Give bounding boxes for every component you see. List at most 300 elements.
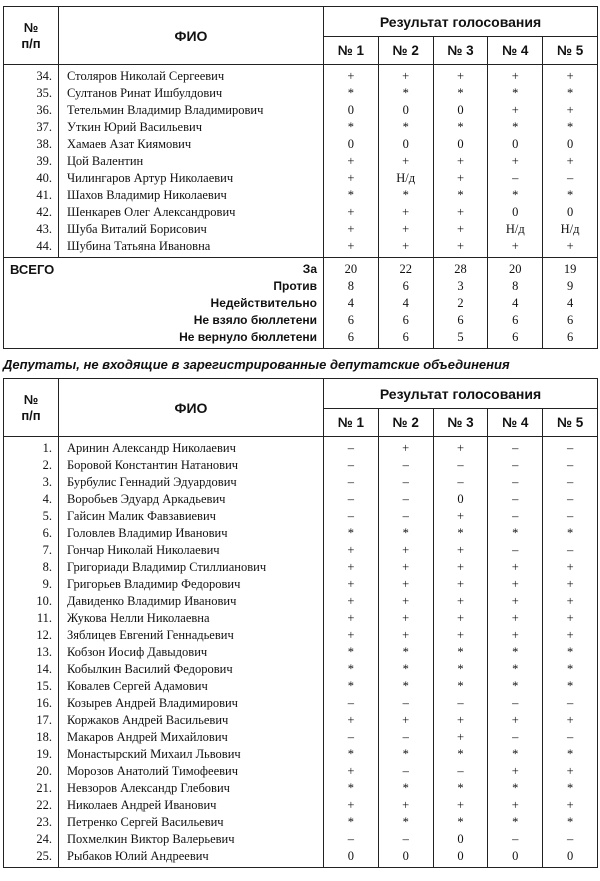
vote-cell-4: * bbox=[488, 678, 543, 695]
vote-cell-2: + bbox=[378, 610, 433, 627]
row-number: 36. bbox=[4, 102, 59, 119]
vote-cell-4: + bbox=[488, 610, 543, 627]
vote-cell-2: – bbox=[378, 729, 433, 746]
totals-row bbox=[4, 295, 598, 312]
vote-cell-3: + bbox=[433, 712, 488, 729]
vote-cell-3: + bbox=[433, 797, 488, 814]
header-name bbox=[59, 7, 324, 65]
vote-cell-5: + bbox=[543, 712, 598, 729]
row-number: 23. bbox=[4, 814, 59, 831]
vote-cell-1: + bbox=[324, 238, 379, 258]
row-number: 40. bbox=[4, 170, 59, 187]
vote-cell-5: – bbox=[543, 170, 598, 187]
deputy-name: Чилингаров Артур Николаевич bbox=[59, 170, 324, 187]
vote-cell-5: – bbox=[543, 474, 598, 491]
vote-cell-2: + bbox=[378, 627, 433, 644]
vote-cell-5: * bbox=[543, 187, 598, 204]
table-row bbox=[4, 797, 598, 814]
vote-cell-1: – bbox=[324, 508, 379, 525]
vote-cell-4: – bbox=[488, 437, 543, 458]
deputy-name: Кобзон Иосиф Давыдович bbox=[59, 644, 324, 661]
row-number: 38. bbox=[4, 136, 59, 153]
vote-cell-2: + bbox=[378, 712, 433, 729]
vote-cell-1: * bbox=[324, 814, 379, 831]
row-number: 10. bbox=[4, 593, 59, 610]
table-row bbox=[4, 153, 598, 170]
header-result-label: Результат голосования bbox=[379, 13, 542, 30]
vote-cell-4: + bbox=[488, 238, 543, 258]
header-vote-2: № 2 bbox=[378, 37, 433, 65]
header-vote-4: № 4 bbox=[488, 37, 543, 65]
totals-value-5: 4 bbox=[543, 295, 598, 312]
vote-cell-4: + bbox=[488, 102, 543, 119]
row-number: 44. bbox=[4, 238, 59, 258]
vote-cell-1: – bbox=[324, 695, 379, 712]
vote-cell-5: – bbox=[543, 831, 598, 848]
vote-cell-5: + bbox=[543, 763, 598, 780]
vote-cell-1: * bbox=[324, 661, 379, 678]
deputy-name: Султанов Ринат Ишбулдович bbox=[59, 85, 324, 102]
table-row bbox=[4, 508, 598, 525]
totals-spacer bbox=[4, 329, 59, 349]
vote-cell-3: + bbox=[433, 65, 488, 86]
vote-cell-5: – bbox=[543, 729, 598, 746]
vote-cell-1: + bbox=[324, 153, 379, 170]
row-number: 13. bbox=[4, 644, 59, 661]
table-row bbox=[4, 102, 598, 119]
vote-cell-4: * bbox=[488, 644, 543, 661]
vote-cell-2: * bbox=[378, 644, 433, 661]
vote-cell-2: – bbox=[378, 508, 433, 525]
vote-cell-4: * bbox=[488, 187, 543, 204]
deputy-name: Жукова Нелли Николаевна bbox=[59, 610, 324, 627]
row-number: 37. bbox=[4, 119, 59, 136]
table-row bbox=[4, 576, 598, 593]
vote-cell-1: – bbox=[324, 831, 379, 848]
header-num bbox=[4, 379, 59, 437]
vote-cell-3: + bbox=[433, 542, 488, 559]
vote-cell-3: + bbox=[433, 204, 488, 221]
vote-cell-2: + bbox=[378, 542, 433, 559]
row-number: 1. bbox=[4, 437, 59, 458]
vote-cell-1: + bbox=[324, 610, 379, 627]
vote-cell-1: – bbox=[324, 491, 379, 508]
vote-cell-3: 0 bbox=[433, 831, 488, 848]
table-row bbox=[4, 136, 598, 153]
table-row bbox=[4, 593, 598, 610]
vote-cell-3: * bbox=[433, 780, 488, 797]
totals-value-1: 6 bbox=[324, 329, 379, 349]
vote-cell-4: + bbox=[488, 627, 543, 644]
vote-cell-2: – bbox=[378, 831, 433, 848]
vote-cell-3: 0 bbox=[433, 848, 488, 868]
totals-row bbox=[4, 312, 598, 329]
vote-cell-1: * bbox=[324, 119, 379, 136]
vote-cell-2: * bbox=[378, 814, 433, 831]
totals-value-3: 3 bbox=[433, 278, 488, 295]
vote-cell-5: + bbox=[543, 238, 598, 258]
row-number: 42. bbox=[4, 204, 59, 221]
header-num-label: № п/п bbox=[21, 391, 41, 423]
table-row bbox=[4, 627, 598, 644]
vote-cell-1: – bbox=[324, 729, 379, 746]
vote-cell-2: – bbox=[378, 457, 433, 474]
vote-cell-2: Н/д bbox=[378, 170, 433, 187]
row-number: 7. bbox=[4, 542, 59, 559]
table-row bbox=[4, 695, 598, 712]
table-row bbox=[4, 85, 598, 102]
vote-cell-2: + bbox=[378, 797, 433, 814]
vote-cell-3: * bbox=[433, 661, 488, 678]
vote-cell-5: * bbox=[543, 814, 598, 831]
vote-cell-2: + bbox=[378, 221, 433, 238]
vote-cell-5: – bbox=[543, 695, 598, 712]
vote-cell-3: + bbox=[433, 559, 488, 576]
totals-label: За bbox=[59, 258, 324, 279]
vote-cell-1: – bbox=[324, 474, 379, 491]
header-vote-3: № 3 bbox=[433, 409, 488, 437]
vote-cell-2: – bbox=[378, 474, 433, 491]
table-row bbox=[4, 65, 598, 86]
vote-cell-4: 0 bbox=[488, 204, 543, 221]
header-num bbox=[4, 7, 59, 65]
totals-value-5: 9 bbox=[543, 278, 598, 295]
vote-cell-4: * bbox=[488, 780, 543, 797]
table-row bbox=[4, 525, 598, 542]
vote-cell-3: 0 bbox=[433, 102, 488, 119]
row-number: 22. bbox=[4, 797, 59, 814]
row-number: 43. bbox=[4, 221, 59, 238]
deputy-name: Ковалев Сергей Адамович bbox=[59, 678, 324, 695]
vote-cell-1: * bbox=[324, 644, 379, 661]
deputy-name: Воробьев Эдуард Аркадьевич bbox=[59, 491, 324, 508]
row-number: 5. bbox=[4, 508, 59, 525]
deputy-name: Уткин Юрий Васильевич bbox=[59, 119, 324, 136]
header-name-label: ФИО bbox=[174, 27, 208, 44]
table-row bbox=[4, 559, 598, 576]
vote-cell-4: 0 bbox=[488, 848, 543, 868]
deputy-name: Цой Валентин bbox=[59, 153, 324, 170]
row-number: 34. bbox=[4, 65, 59, 86]
vote-cell-4: * bbox=[488, 814, 543, 831]
vote-cell-3: * bbox=[433, 525, 488, 542]
vote-cell-4: Н/д bbox=[488, 221, 543, 238]
vote-cell-3: – bbox=[433, 474, 488, 491]
vote-cell-5: + bbox=[543, 65, 598, 86]
vote-cell-1: 0 bbox=[324, 136, 379, 153]
vote-cell-2: – bbox=[378, 491, 433, 508]
deputy-name: Зяблицев Евгений Геннадьевич bbox=[59, 627, 324, 644]
row-number: 16. bbox=[4, 695, 59, 712]
vote-cell-5: Н/д bbox=[543, 221, 598, 238]
vote-cell-1: + bbox=[324, 170, 379, 187]
totals-row bbox=[4, 329, 598, 349]
vote-cell-2: * bbox=[378, 678, 433, 695]
deputy-name: Хамаев Азат Киямович bbox=[59, 136, 324, 153]
vote-cell-1: + bbox=[324, 763, 379, 780]
table-row bbox=[4, 746, 598, 763]
vote-cell-1: * bbox=[324, 187, 379, 204]
vote-cell-4: + bbox=[488, 153, 543, 170]
vote-cell-2: * bbox=[378, 661, 433, 678]
table-row bbox=[4, 238, 598, 258]
vote-cell-5: * bbox=[543, 661, 598, 678]
vote-cell-3: * bbox=[433, 746, 488, 763]
vote-cell-1: + bbox=[324, 542, 379, 559]
vote-cell-2: + bbox=[378, 204, 433, 221]
deputy-name: Шубина Татьяна Ивановна bbox=[59, 238, 324, 258]
vote-cell-3: 0 bbox=[433, 136, 488, 153]
totals-value-3: 6 bbox=[433, 312, 488, 329]
vote-cell-4: * bbox=[488, 746, 543, 763]
vote-cell-3: + bbox=[433, 593, 488, 610]
deputy-name: Козырев Андрей Владимирович bbox=[59, 695, 324, 712]
vote-cell-2: * bbox=[378, 119, 433, 136]
vote-cell-1: + bbox=[324, 627, 379, 644]
vote-cell-5: – bbox=[543, 491, 598, 508]
vote-cell-3: + bbox=[433, 627, 488, 644]
vote-cell-2: * bbox=[378, 780, 433, 797]
vote-cell-5: * bbox=[543, 525, 598, 542]
vote-cell-3: + bbox=[433, 576, 488, 593]
vote-cell-1: * bbox=[324, 85, 379, 102]
voting-table-2 bbox=[3, 378, 598, 868]
vote-cell-2: * bbox=[378, 746, 433, 763]
totals-spacer bbox=[4, 312, 59, 329]
deputy-name: Головлев Владимир Иванович bbox=[59, 525, 324, 542]
vote-cell-1: – bbox=[324, 457, 379, 474]
vote-cell-5: + bbox=[543, 610, 598, 627]
vote-cell-4: – bbox=[488, 508, 543, 525]
deputy-name: Бурбулис Геннадий Эдуардович bbox=[59, 474, 324, 491]
totals-value-4: 6 bbox=[488, 312, 543, 329]
vote-cell-3: – bbox=[433, 695, 488, 712]
header-vote-5: № 5 bbox=[543, 37, 598, 65]
vote-cell-2: * bbox=[378, 85, 433, 102]
totals-row bbox=[4, 278, 598, 295]
header-result bbox=[324, 7, 598, 37]
vote-cell-5: * bbox=[543, 678, 598, 695]
table-row bbox=[4, 542, 598, 559]
row-number: 2. bbox=[4, 457, 59, 474]
vote-cell-2: + bbox=[378, 593, 433, 610]
vote-cell-5: * bbox=[543, 644, 598, 661]
deputy-name: Григорьев Владимир Федорович bbox=[59, 576, 324, 593]
vote-cell-2: 0 bbox=[378, 848, 433, 868]
vote-cell-1: * bbox=[324, 678, 379, 695]
table1-totals bbox=[4, 258, 598, 349]
header-result-label: Результат голосования bbox=[379, 385, 542, 402]
totals-label: Недействительно bbox=[59, 295, 324, 312]
totals-value-4: 8 bbox=[488, 278, 543, 295]
totals-title: ВСЕГО bbox=[4, 258, 59, 279]
header-vote-1: № 1 bbox=[324, 37, 379, 65]
vote-cell-5: * bbox=[543, 85, 598, 102]
table-row bbox=[4, 437, 598, 458]
deputy-name: Столяров Николай Сергеевич bbox=[59, 65, 324, 86]
vote-cell-1: – bbox=[324, 437, 379, 458]
totals-value-3: 5 bbox=[433, 329, 488, 349]
vote-cell-5: 0 bbox=[543, 136, 598, 153]
row-number: 25. bbox=[4, 848, 59, 868]
row-number: 39. bbox=[4, 153, 59, 170]
table-row bbox=[4, 491, 598, 508]
vote-cell-5: + bbox=[543, 153, 598, 170]
vote-cell-5: + bbox=[543, 627, 598, 644]
vote-cell-5: – bbox=[543, 542, 598, 559]
table-row bbox=[4, 712, 598, 729]
row-number: 21. bbox=[4, 780, 59, 797]
vote-cell-5: – bbox=[543, 457, 598, 474]
vote-cell-5: * bbox=[543, 746, 598, 763]
vote-cell-4: + bbox=[488, 763, 543, 780]
deputy-name: Аринин Александр Николаевич bbox=[59, 437, 324, 458]
deputy-name: Давиденко Владимир Иванович bbox=[59, 593, 324, 610]
row-number: 9. bbox=[4, 576, 59, 593]
table-row bbox=[4, 204, 598, 221]
totals-value-2: 6 bbox=[378, 278, 433, 295]
vote-cell-5: 0 bbox=[543, 848, 598, 868]
table-row bbox=[4, 678, 598, 695]
vote-cell-3: + bbox=[433, 437, 488, 458]
row-number: 15. bbox=[4, 678, 59, 695]
vote-cell-3: * bbox=[433, 678, 488, 695]
deputy-name: Гайсин Малик Фавзавиевич bbox=[59, 508, 324, 525]
table2-body bbox=[4, 437, 598, 868]
vote-cell-3: * bbox=[433, 644, 488, 661]
vote-cell-3: 0 bbox=[433, 491, 488, 508]
vote-cell-4: * bbox=[488, 85, 543, 102]
totals-value-5: 19 bbox=[543, 258, 598, 279]
vote-cell-5: + bbox=[543, 576, 598, 593]
vote-cell-3: – bbox=[433, 763, 488, 780]
deputy-name: Григориади Владимир Стиллианович bbox=[59, 559, 324, 576]
vote-cell-4: + bbox=[488, 712, 543, 729]
totals-value-1: 6 bbox=[324, 312, 379, 329]
totals-value-1: 20 bbox=[324, 258, 379, 279]
vote-cell-2: * bbox=[378, 525, 433, 542]
vote-cell-1: + bbox=[324, 559, 379, 576]
vote-cell-4: – bbox=[488, 170, 543, 187]
table-row bbox=[4, 763, 598, 780]
table-row bbox=[4, 221, 598, 238]
row-number: 6. bbox=[4, 525, 59, 542]
row-number: 24. bbox=[4, 831, 59, 848]
row-number: 17. bbox=[4, 712, 59, 729]
vote-cell-1: + bbox=[324, 65, 379, 86]
vote-cell-2: + bbox=[378, 238, 433, 258]
vote-cell-5: + bbox=[543, 797, 598, 814]
totals-value-4: 20 bbox=[488, 258, 543, 279]
totals-value-4: 4 bbox=[488, 295, 543, 312]
header-vote-3: № 3 bbox=[433, 37, 488, 65]
table-row bbox=[4, 729, 598, 746]
vote-cell-4: – bbox=[488, 542, 543, 559]
vote-cell-2: – bbox=[378, 763, 433, 780]
section-title: Депутаты, не входящие в зарегистрированные депутатские объединения bbox=[3, 357, 510, 372]
vote-cell-3: + bbox=[433, 221, 488, 238]
totals-spacer bbox=[4, 278, 59, 295]
row-number: 20. bbox=[4, 763, 59, 780]
vote-cell-5: – bbox=[543, 508, 598, 525]
totals-value-2: 6 bbox=[378, 312, 433, 329]
totals-label: Против bbox=[59, 278, 324, 295]
table-row bbox=[4, 187, 598, 204]
totals-label: Не вернуло бюллетени bbox=[59, 329, 324, 349]
header-vote-5: № 5 bbox=[543, 409, 598, 437]
row-number: 19. bbox=[4, 746, 59, 763]
table-row bbox=[4, 170, 598, 187]
vote-cell-3: * bbox=[433, 119, 488, 136]
vote-cell-4: + bbox=[488, 797, 543, 814]
deputy-name: Гончар Николай Николаевич bbox=[59, 542, 324, 559]
header-name-label: ФИО bbox=[174, 399, 208, 416]
vote-cell-1: + bbox=[324, 576, 379, 593]
vote-cell-3: – bbox=[433, 457, 488, 474]
vote-cell-3: + bbox=[433, 170, 488, 187]
row-number: 41. bbox=[4, 187, 59, 204]
deputy-name: Рыбаков Юлий Андреевич bbox=[59, 848, 324, 868]
header-vote-4: № 4 bbox=[488, 409, 543, 437]
totals-value-1: 4 bbox=[324, 295, 379, 312]
deputy-name: Похмелкин Виктор Валерьевич bbox=[59, 831, 324, 848]
table-row bbox=[4, 814, 598, 831]
vote-cell-1: 0 bbox=[324, 102, 379, 119]
vote-cell-5: + bbox=[543, 102, 598, 119]
row-number: 11. bbox=[4, 610, 59, 627]
totals-value-3: 28 bbox=[433, 258, 488, 279]
vote-cell-1: * bbox=[324, 780, 379, 797]
table-row bbox=[4, 780, 598, 797]
table-row bbox=[4, 474, 598, 491]
vote-cell-4: + bbox=[488, 559, 543, 576]
header-result bbox=[324, 379, 598, 409]
vote-cell-1: + bbox=[324, 712, 379, 729]
vote-cell-3: * bbox=[433, 814, 488, 831]
deputy-name: Морозов Анатолий Тимофеевич bbox=[59, 763, 324, 780]
vote-cell-1: + bbox=[324, 797, 379, 814]
deputy-name: Шахов Владимир Николаевич bbox=[59, 187, 324, 204]
deputy-name: Петренко Сергей Васильевич bbox=[59, 814, 324, 831]
vote-cell-5: * bbox=[543, 780, 598, 797]
row-number: 12. bbox=[4, 627, 59, 644]
vote-cell-4: – bbox=[488, 474, 543, 491]
deputy-name: Коржаков Андрей Васильевич bbox=[59, 712, 324, 729]
totals-value-2: 6 bbox=[378, 329, 433, 349]
totals-value-5: 6 bbox=[543, 312, 598, 329]
table-row bbox=[4, 831, 598, 848]
deputy-name: Монастырский Михаил Львович bbox=[59, 746, 324, 763]
vote-cell-2: 0 bbox=[378, 102, 433, 119]
totals-value-2: 22 bbox=[378, 258, 433, 279]
totals-value-1: 8 bbox=[324, 278, 379, 295]
vote-cell-5: + bbox=[543, 593, 598, 610]
vote-cell-5: * bbox=[543, 119, 598, 136]
row-number: 3. bbox=[4, 474, 59, 491]
vote-cell-3: + bbox=[433, 153, 488, 170]
vote-cell-3: + bbox=[433, 508, 488, 525]
table-row bbox=[4, 644, 598, 661]
vote-cell-5: + bbox=[543, 559, 598, 576]
vote-cell-4: * bbox=[488, 525, 543, 542]
header-vote-1: № 1 bbox=[324, 409, 379, 437]
vote-cell-4: * bbox=[488, 119, 543, 136]
row-number: 8. bbox=[4, 559, 59, 576]
vote-cell-4: – bbox=[488, 831, 543, 848]
vote-cell-5: – bbox=[543, 437, 598, 458]
vote-cell-5: 0 bbox=[543, 204, 598, 221]
vote-cell-1: * bbox=[324, 525, 379, 542]
